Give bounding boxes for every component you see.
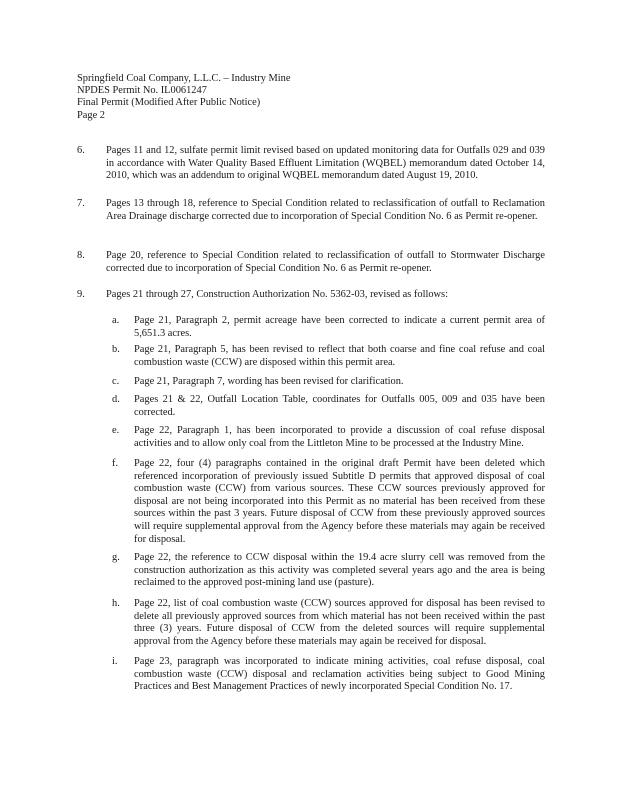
subitem-text: Page 23, paragraph was incorporated to indicate mining activities, coal refuse disposal, coal combustion waste (CCW) disposal and reclamation activities being subject to Good Mining Practices and Best Management Practices of newly incorporated Special Condition No. 17.	[134, 656, 545, 693]
subitem-text: Page 21, Paragraph 2, permit acreage have been corrected to indicate a current permit area of 5,651.3 acres.	[134, 315, 545, 339]
subitem-text: Page 22, list of coal combustion waste (CCW) sources approved for disposal has been revised to delete all previously approved sources from which material has not been received within the past three (3) years. Future disposal of CCW from the deleted sources will require supplemental approval from the Agency before these materials may again be received for disposal.	[134, 598, 545, 647]
subitem-letter: h.	[112, 598, 120, 609]
subitem-text: Page 21, Paragraph 7, wording has been revised for clarification.	[134, 376, 404, 387]
item-number: 9.	[77, 289, 85, 300]
list-item-7	[77, 198, 545, 223]
item-number: 6.	[77, 145, 85, 156]
company-name: Springfield Coal Company, L.L.C. – Industry Mine	[77, 73, 291, 84]
subitem-text: Page 22, Paragraph 1, has been incorporated to provide a discussion of coal refuse disposal activities and to allow only coal from the Littleton Mine to be processed at the Industry Mine.	[134, 425, 545, 449]
subitem-text: Page 21, Paragraph 5, has been revised to reflect that both coarse and fine coal refuse and coal combustion waste (CCW) are disposed within this permit area.	[134, 344, 545, 368]
subitem-text: Pages 21 & 22, Outfall Location Table, coordinates for Outfalls 005, 009 and 035 have been corrected.	[134, 394, 545, 418]
subitem-letter: a.	[112, 315, 120, 326]
subitem-letter: e.	[112, 425, 120, 436]
subitem-text: Page 22, four (4) paragraphs contained in the original draft Permit have been deleted which referenced incorporation of previously issued Subtitle D permits that approved disposal of coal combustion waste (CCW) from various sources. These CCW sources previously approved for disposal are not being incorporated into this Permit as no material has been received from these sources within the past 3 years. Future disposal of CCW from these previously approved sources will require supplemental approval from the Agency before these materials may again be received for disposal.	[134, 458, 545, 545]
subitem-i	[112, 656, 545, 694]
subitem-d	[112, 394, 545, 419]
permit-number: NPDES Permit No. IL0061247	[77, 85, 207, 97]
permit-status: Final Permit (Modified After Public Notice)	[77, 97, 261, 109]
document-header	[77, 73, 377, 122]
list-item-8	[77, 250, 545, 275]
item-text: Pages 13 through 18, reference to Special Condition related to reclassification of outfall to Reclamation Area Drainage discharge corrected due to incorporation of Special Condition No. 6 as Permit re-opener.	[106, 198, 545, 222]
page-number: Page 2	[77, 109, 105, 121]
subitem-h	[112, 598, 545, 648]
subitem-b	[112, 344, 545, 369]
subitem-f	[112, 458, 545, 546]
item-text: Pages 11 and 12, sulfate permit limit revised based on updated monitoring data for Outfalls 029 and 039 in accordance with Water Quality Based Effluent Limitation (WQBEL) memorandum dated October 14, 2010, which was an addendum to original WQBEL memorandum dated August 19, 2010.	[106, 145, 545, 182]
item-text: Pages 21 through 27, Construction Authorization No. 5362-03, revised as follows:	[106, 289, 448, 300]
subitem-c	[112, 376, 545, 389]
subitem-letter: b.	[112, 344, 120, 355]
subitem-e	[112, 425, 545, 450]
subitem-letter: d.	[112, 394, 120, 405]
item-number: 7.	[77, 198, 85, 209]
list-item-6	[77, 145, 545, 183]
subitem-g	[112, 552, 545, 590]
item-number: 8.	[77, 250, 85, 261]
list-item-9	[77, 289, 545, 302]
subitem-letter: g.	[112, 552, 120, 563]
subitem-letter: c.	[112, 376, 120, 387]
subitem-text: Page 22, the reference to CCW disposal within the 19.4 acre slurry cell was removed from the construction authorization as this activity was completed several years ago and the area is being reclaimed to the approved post-mining land use (pasture).	[134, 552, 545, 589]
subitem-letter: i.	[112, 656, 118, 667]
item-text: Page 20, reference to Special Condition related to reclassification of outfall to Stormwater Discharge corrected due to incorporation of Special Condition No. 6 as Permit re-opener.	[106, 250, 545, 274]
subitem-letter: f.	[112, 458, 119, 469]
subitem-a	[112, 315, 545, 340]
